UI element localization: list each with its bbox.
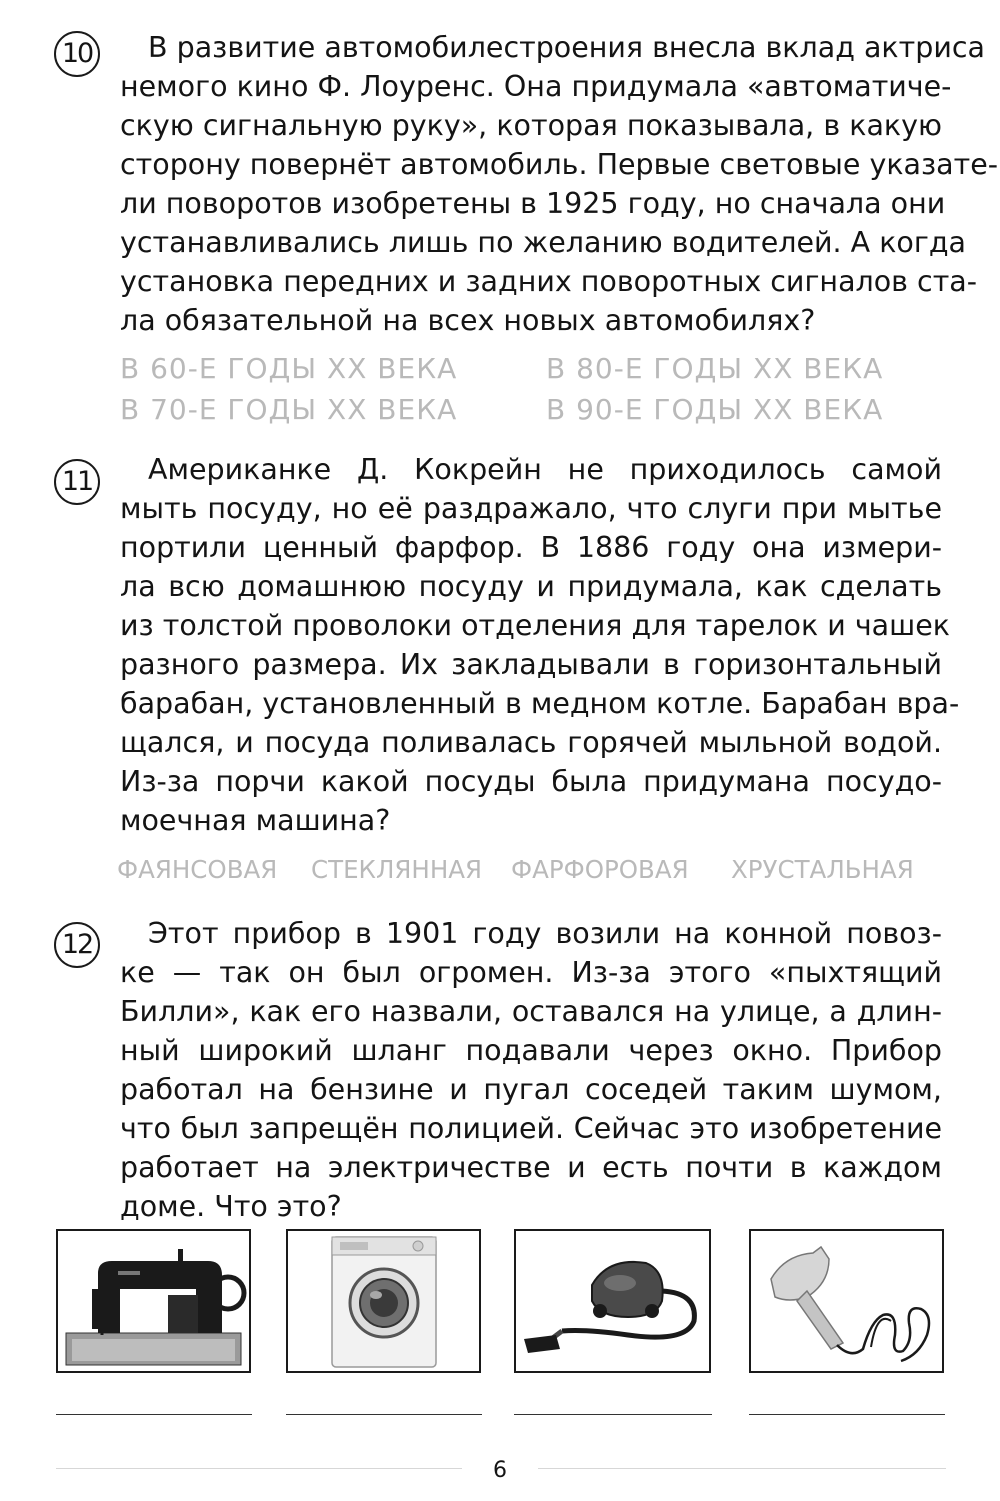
answer-line[interactable] [514,1414,712,1415]
question-text-line: Билли», как его назвали, оставался на улице, а длин- [120,995,942,1028]
question-number-badge: 11 [54,459,100,505]
question-text-line: щался, и посуда поливалась горячей мыльной водой. [120,726,942,759]
answer-option[interactable]: ФАРФОРОВАЯ [511,855,689,884]
question-text-line: ла всю домашнюю посуду и придумала, как сделать [120,570,942,603]
question-text-line: работает на электричестве и есть почти в каждом [120,1151,942,1184]
answer-line[interactable] [286,1414,482,1415]
question-text-line: ный широкий шланг подавали через окно. Прибор [120,1034,942,1067]
question-text-line: что был запрещён полицией. Сейчас это изобретение [120,1112,942,1145]
question-text-line: разного размера. Их закладывали в горизонтальный [120,648,942,681]
answer-option[interactable]: ФАЯНСОВАЯ [117,855,278,884]
question-text-line: работал на бензине и пугал соседей таким шумом, [120,1073,942,1106]
question-text-line: ла обязательной на всех новых автомобилях? [120,304,816,337]
question-number-badge: 10 [54,31,100,77]
page-number: 6 [462,1454,538,1488]
question-text-line: ке — так он был огромен. Из-за этого «пыхтящий [120,956,942,989]
washing-machine-image[interactable] [286,1229,481,1373]
question-text-line: скую сигнальную руку», которая показывала, в какую [120,109,942,142]
question-text-line: из толстой проволоки отделения для тарелок и чашек [120,609,950,642]
question-number-badge: 12 [54,922,100,968]
answer-option[interactable]: СТЕКЛЯННАЯ [311,855,483,884]
vacuum-cleaner-image[interactable] [514,1229,711,1373]
question-text-line: устанавливались лишь по желанию водителей. А когда [120,226,966,259]
answer-option[interactable]: В 70-Е ГОДЫ XX ВЕКА [120,393,458,426]
question-text-line: В развитие автомобилестроения внесла вклад актриса [148,31,985,64]
answer-option[interactable]: В 80-Е ГОДЫ XX ВЕКА [546,352,884,385]
question-text-line: мыть посуду, но её раздражало, что слуги при мытье [120,492,942,525]
question-text-line: Этот прибор в 1901 году возили на конной повоз- [148,917,942,950]
answer-option[interactable]: В 90-Е ГОДЫ XX ВЕКА [546,393,884,426]
answer-line[interactable] [56,1414,252,1415]
question-text-line: портили ценный фарфор. В 1886 году она измери- [120,531,942,564]
answer-line[interactable] [749,1414,945,1415]
answer-option[interactable]: ХРУСТАЛЬНАЯ [731,855,914,884]
question-text-line: немого кино Ф. Лоуренс. Она придумала «автоматиче- [120,70,952,103]
question-text-line: Американке Д. Кокрейн не приходилось самой [148,453,942,486]
answer-option[interactable]: В 60-Е ГОДЫ XX ВЕКА [120,352,458,385]
question-text-line: Из-за порчи какой посуды была придумана посудо- [120,765,942,798]
question-text-line: моечная машина? [120,804,391,837]
question-text-line: доме. Что это? [120,1190,342,1223]
hair-dryer-image[interactable] [749,1229,944,1373]
question-text-line: сторону повернёт автомобиль. Первые световые указате- [120,148,999,181]
question-text-line: барабан, установленный в медном котле. Барабан вра- [120,687,960,720]
question-text-line: установка передних и задних поворотных сигналов ста- [120,265,978,298]
question-text-line: ли поворотов изобретены в 1925 году, но сначала они [120,187,946,220]
sewing-machine-image[interactable] [56,1229,251,1373]
